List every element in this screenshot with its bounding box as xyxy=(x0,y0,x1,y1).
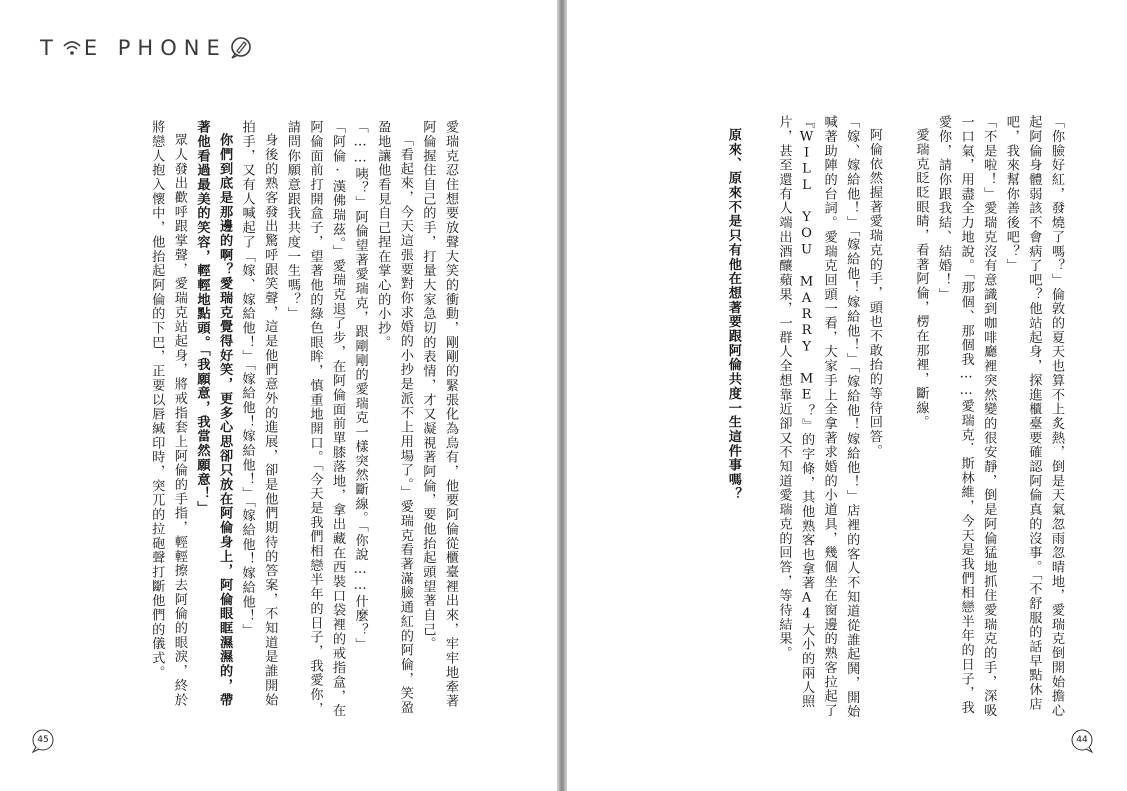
right-page-text xyxy=(697,115,1067,727)
paragraph: 阿倫依然握著愛瑞克的手，頭也不敢抬的等待回答。 xyxy=(866,128,882,459)
brand-letter-t: T xyxy=(40,36,60,60)
right-page xyxy=(567,0,1127,791)
paragraph: 「……咦？」阿倫望著愛瑞克，跟剛剛的愛瑞克一樣突然斷線。「你說……什麼？」 xyxy=(352,120,368,652)
book-gutter xyxy=(557,0,567,791)
brand-word-phone: E PHON xyxy=(83,36,207,60)
paragraph: 「不是啦！」愛瑞克沒有意識到咖啡廳裡突然變的很安靜，倒是阿倫猛地抓住愛瑞克的手，深吸一口氣，用盡全力地說。「那個、那個我……愛瑞克．斯林維，今天是我們相戀半年的日子，我愛你，請你跟我結、結婚！」 xyxy=(936,115,997,718)
paragraph: 身後的熟客發出驚呼跟笑聲，這是他們意外的進展，卻是他們期待的答案，不知道是誰開始拍手，又有人喊起了「嫁、嫁給他！」「嫁給他！嫁給他！」「嫁給他！嫁給他！」 xyxy=(239,120,278,708)
left-page xyxy=(0,0,557,791)
paragraph: 眾人發出歡呼跟掌聲，愛瑞克站起身，將戒指套上阿倫的手指，輕輕擦去阿倫的眼淚，終於將戀人抱入懷中，他抬起阿倫的下巴，正要以唇緘印時，突兀的拉砲聲打斷他們的儀式。 xyxy=(149,120,187,708)
speech-bubble-icon xyxy=(229,36,253,60)
paragraph: 愛瑞克眨眨眼睛，看著阿倫，楞在那裡，斷線。 xyxy=(913,128,929,430)
paragraph: 「阿倫·漢佛瑞茲。」愛瑞克退了步，在阿倫面前單膝落地，拿出藏在西裝口袋裡的戒指盒，在阿倫面前打開盒子，望著他的綠色眼眸，慎重地開口。「今天是我們相戀半年的日子，我愛你，請問你願意跟我共度一生嗎？」 xyxy=(284,120,346,718)
brand-letter-e: E xyxy=(206,36,227,60)
paragraph: 「看起來，今天這張要對你求婚的小抄是派不上用場了。」愛瑞克看著滿臉通紅的阿倫，笑盈盈地讓他看見自己捏在掌心的小抄。 xyxy=(375,120,413,715)
paragraph: 「你臉好紅，發燒了嗎？」倫敦的夏天也算不上炙熱，倒是天氣忽雨忽晴地，愛瑞克倒開始擔心起阿倫身體弱該不會病了吧？他站起身，探進櫃臺要確認阿倫真的沒事。「不舒服的話早點休店吧，我來幫你善後吧？」 xyxy=(1003,115,1064,718)
page-number-text: 45 xyxy=(37,735,49,745)
paragraph: 愛瑞克忍住想要放聲大笑的衝動，剛剛的緊張化為烏有，他要阿倫從櫃臺裡出來，牢牢地牽著阿倫握住自己的手，打量大家急切的表情，才又凝視著阿倫，要他抬起頭望著自己。 xyxy=(420,120,458,709)
wifi-icon xyxy=(62,38,82,58)
page-number-left xyxy=(30,728,56,754)
inner-thought-paragraph: 你們到底是那邊的啊？愛瑞克覺得好笑，更多心思卻只放在阿倫身上，阿倫眼眶濕濕的，帶著他看過最美的笑容，輕輕地點頭。「我願意，我當然願意！」 xyxy=(194,120,233,708)
inner-thought-paragraph: 原來、原來不是只有他在想著要跟阿倫共度一生這件事嗎？ xyxy=(725,128,741,502)
left-page-text xyxy=(86,120,461,720)
paragraph: 「嫁、嫁給他！」「嫁給他！嫁給他！」「嫁給他！嫁給他！」店裡的客人不知道從誰起鬨，開始喊著助陣的台詞。愛瑞克回頭一看，大家手上全拿著求婚的小道具，幾個坐在窗邊的熟客拉起了『WILL YOU MARRY ME？』的字條，其他熟客也拿著A4大小的兩人照片，甚至還有人端出酒釀蘋果，一群人全想靠近卻又不知道愛瑞克的回答，等待結果。 xyxy=(776,115,860,719)
page-number-right xyxy=(1069,728,1095,754)
page-number-text: 44 xyxy=(1076,735,1088,745)
brand-logo xyxy=(40,34,255,62)
